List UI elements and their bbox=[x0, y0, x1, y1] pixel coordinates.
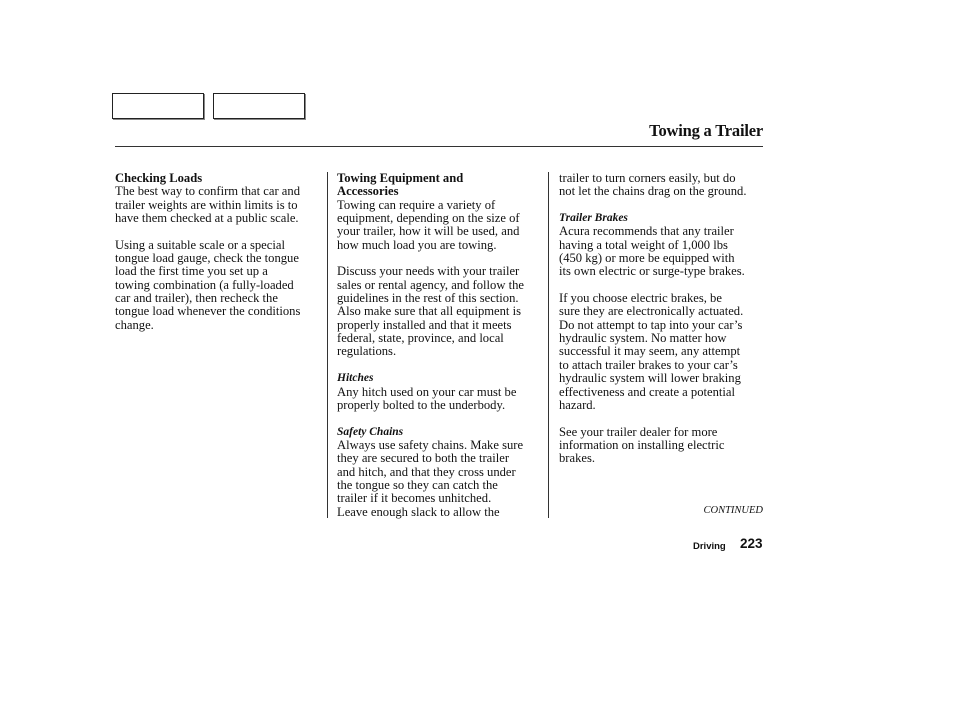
heading-line: Towing Equipment and bbox=[337, 171, 464, 185]
text-line: Using a suitable scale or a special bbox=[115, 237, 285, 252]
header-rule bbox=[115, 146, 763, 147]
text-line: Any hitch used on your car must be bbox=[337, 384, 517, 399]
text-line: Leave enough slack to allow the bbox=[337, 504, 500, 519]
text-line: Towing can require a variety of bbox=[337, 197, 496, 212]
column-1 bbox=[115, 172, 320, 332]
text-line: See your trailer dealer for more bbox=[559, 424, 718, 439]
text-line: towing combination (a fully-loaded bbox=[115, 277, 294, 292]
column-3 bbox=[559, 172, 769, 466]
continued-label: CONTINUED bbox=[703, 505, 763, 516]
text-line: tongue load gauge, check the tongue bbox=[115, 251, 299, 266]
text-line: guidelines in the rest of this section. bbox=[337, 291, 519, 306]
text-line: to attach trailer brakes to your car’s bbox=[559, 357, 738, 372]
text-line: change. bbox=[115, 317, 154, 332]
text-line: its own electric or surge-type brakes. bbox=[559, 264, 745, 279]
text-line: regulations. bbox=[337, 344, 397, 359]
text-line: tongue load whenever the conditions bbox=[115, 304, 301, 319]
text-line: Discuss your needs with your trailer bbox=[337, 264, 520, 279]
paragraph bbox=[115, 239, 320, 332]
text-line: load the first time you set up a bbox=[115, 264, 268, 279]
text-line: Also make sure that all equipment is bbox=[337, 304, 521, 319]
text-line: properly installed and that it meets bbox=[337, 317, 512, 332]
text-line: information on installing electric bbox=[559, 437, 725, 452]
text-line: properly bolted to the underbody. bbox=[337, 397, 506, 412]
paragraph bbox=[337, 265, 542, 358]
section-heading-towing-equipment bbox=[337, 172, 542, 199]
text-line: equipment, depending on the size of bbox=[337, 211, 520, 226]
text-line: your trailer, how it will be used, and bbox=[337, 224, 520, 239]
section-heading-checking-loads: Checking Loads bbox=[115, 171, 203, 185]
text-line: hydraulic system will lower braking bbox=[559, 371, 741, 386]
text-line: trailer to turn corners easily, but do bbox=[559, 171, 736, 185]
subheading-safety-chains: Safety Chains bbox=[337, 425, 404, 438]
page-title: Towing a Trailer bbox=[649, 121, 763, 140]
page-number: 223 bbox=[740, 536, 763, 551]
paragraph bbox=[337, 439, 542, 519]
column-2 bbox=[337, 172, 542, 519]
text-line: If you choose electric brakes, be bbox=[559, 291, 722, 306]
paragraph bbox=[337, 386, 542, 413]
text-line: Always use safety chains. Make sure bbox=[337, 437, 524, 452]
paragraph bbox=[559, 172, 769, 199]
heading-line: Accessories bbox=[337, 184, 399, 199]
text-line: brakes. bbox=[559, 451, 596, 466]
text-line: not let the chains drag on the ground. bbox=[559, 184, 747, 199]
text-line: sure they are electronically actuated. bbox=[559, 304, 744, 319]
nav-button-table-of-contents[interactable] bbox=[213, 93, 305, 119]
nav-button-main-menu[interactable] bbox=[112, 93, 204, 119]
text-line: and hitch, and that they cross under bbox=[337, 464, 516, 479]
column-divider bbox=[327, 172, 328, 518]
footer-section-name: Driving bbox=[693, 541, 726, 552]
text-line: (450 kg) or more be equipped with bbox=[559, 251, 735, 266]
text-line: trailer if it becomes unhitched. bbox=[337, 491, 492, 506]
text-line: having a total weight of 1,000 lbs bbox=[559, 237, 728, 252]
paragraph bbox=[559, 225, 769, 278]
text-line: hydraulic system. No matter how bbox=[559, 331, 727, 346]
subheading-trailer-brakes: Trailer Brakes bbox=[559, 212, 628, 225]
text-line: have them checked at a public scale. bbox=[115, 211, 299, 226]
text-line: The best way to confirm that car and bbox=[115, 184, 300, 199]
text-line: hazard. bbox=[559, 397, 596, 412]
text-line: Acura recommends that any trailer bbox=[559, 224, 734, 239]
column-divider bbox=[548, 172, 549, 518]
text-line: Do not attempt to tap into your car’s bbox=[559, 317, 743, 332]
paragraph bbox=[559, 292, 769, 412]
text-line: trailer weights are within limits is to bbox=[115, 197, 298, 212]
text-line: sales or rental agency, and follow the bbox=[337, 277, 524, 292]
paragraph bbox=[559, 426, 769, 466]
text-line: successful it may seem, any attempt bbox=[559, 344, 741, 359]
text-line: the tongue so they can catch the bbox=[337, 477, 498, 492]
text-line: federal, state, province, and local bbox=[337, 331, 504, 346]
text-line: they are secured to both the trailer bbox=[337, 451, 510, 466]
paragraph bbox=[337, 199, 542, 252]
subheading-hitches: Hitches bbox=[337, 372, 374, 385]
text-line: car and trailer), then recheck the bbox=[115, 291, 278, 306]
text-line: effectiveness and create a potential bbox=[559, 384, 735, 399]
paragraph bbox=[115, 185, 320, 225]
text-line: how much load you are towing. bbox=[337, 237, 497, 252]
